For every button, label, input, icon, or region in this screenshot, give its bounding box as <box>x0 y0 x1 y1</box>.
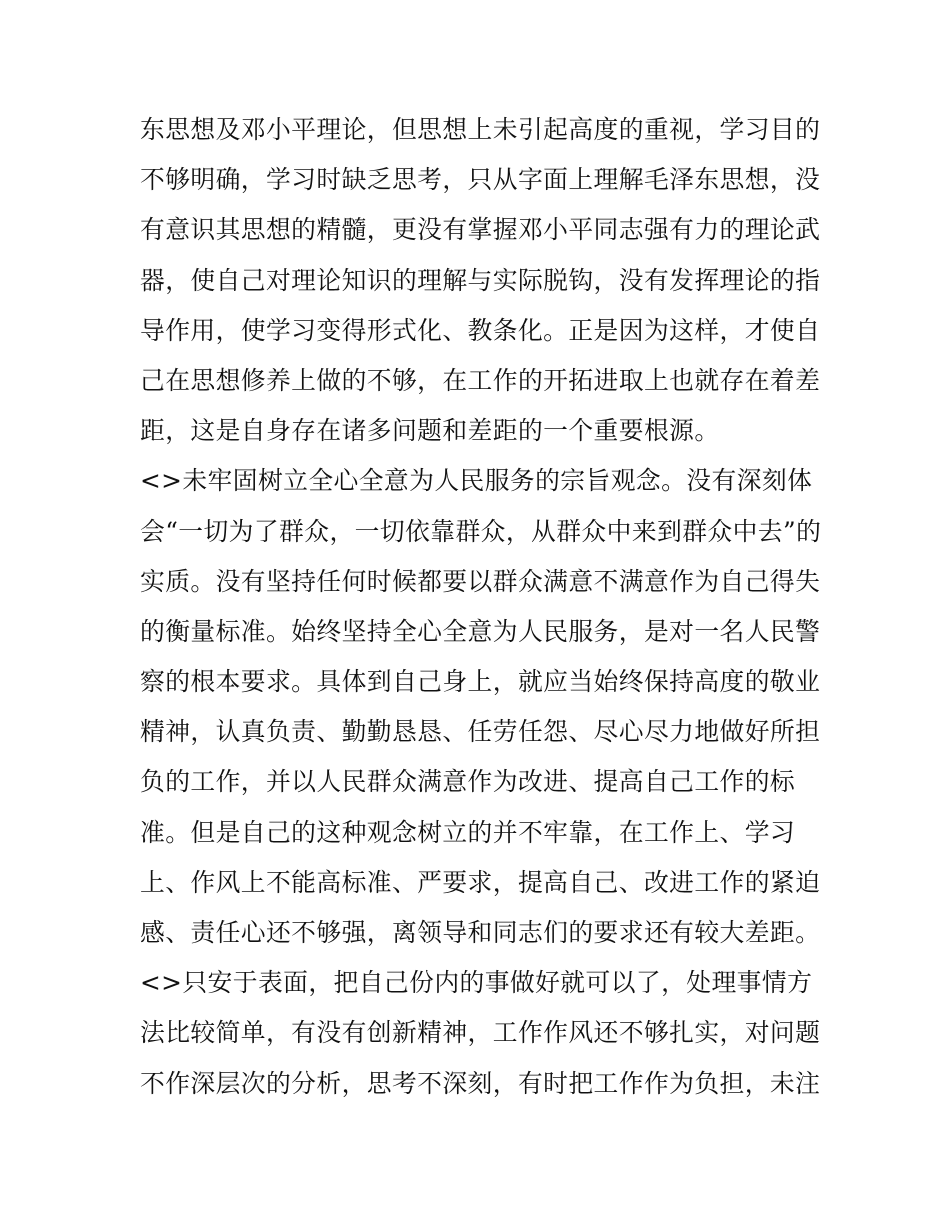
text-line-18: <>只安于表面，把自己份内的事做好就可以了，处理事情方 <box>140 968 813 998</box>
text-line-20: 不作深层次的分析，思考不深刻，有时把工作作为负担，未注 <box>140 1068 821 1098</box>
text-line-4: 器，使自己对理论知识的理解与实际脱钩，没有发挥理论的指 <box>140 265 821 295</box>
body-text <box>140 105 820 1109</box>
text-line-7: 距，这是自身存在诸多问题和差距的一个重要根源。 <box>140 416 720 446</box>
text-line-9: 会“一切为了群众，一切依靠群众，从群众中来到群众中去”的 <box>140 516 822 546</box>
text-line-15: 准。但是自己的这种观念树立的并不牢靠，在工作上、学习 <box>140 817 796 847</box>
text-line-11: 的衡量标准。始终坚持全心全意为人民服务，是对一名人民警 <box>140 616 821 646</box>
text-line-16: 上、作风上不能高标准、严要求，提高自己、改进工作的紧迫 <box>140 867 821 897</box>
text-line-8: <>未牢固树立全心全意为人民服务的宗旨观念。没有深刻体 <box>140 466 813 496</box>
text-line-19: 法比较简单，有没有创新精神，工作作风还不够扎实，对问题 <box>140 1018 821 1048</box>
text-line-3: 有意识其思想的精髓，更没有掌握邓小平同志强有力的理论武 <box>140 215 821 245</box>
text-line-14: 负的工作，并以人民群众满意作为改进、提高自己工作的标 <box>140 767 796 797</box>
text-line-13: 精神，认真负责、勤勤恳恳、任劳任怨、尽心尽力地做好所担 <box>140 717 821 747</box>
text-line-1: 东思想及邓小平理论，但思想上未引起高度的重视，学习目的 <box>140 115 821 144</box>
text-line-2: 不够明确，学习时缺乏思考，只从字面上理解毛泽东思想，没 <box>140 165 821 195</box>
text-line-6: 己在思想修养上做的不够，在工作的开拓进取上也就存在着差 <box>140 365 821 395</box>
text-line-12: 察的根本要求。具体到自己身上，就应当始终保持高度的敬业 <box>140 667 821 697</box>
text-line-17: 感、责任心还不够强，离领导和同志们的要求还有较大差距。 <box>140 918 821 947</box>
text-line-5: 导作用，使学习变得形式化、教条化。正是因为这样，才使自 <box>140 315 821 345</box>
text-line-10: 实质。没有坚持任何时候都要以群众满意不满意作为自己得失 <box>140 566 821 596</box>
